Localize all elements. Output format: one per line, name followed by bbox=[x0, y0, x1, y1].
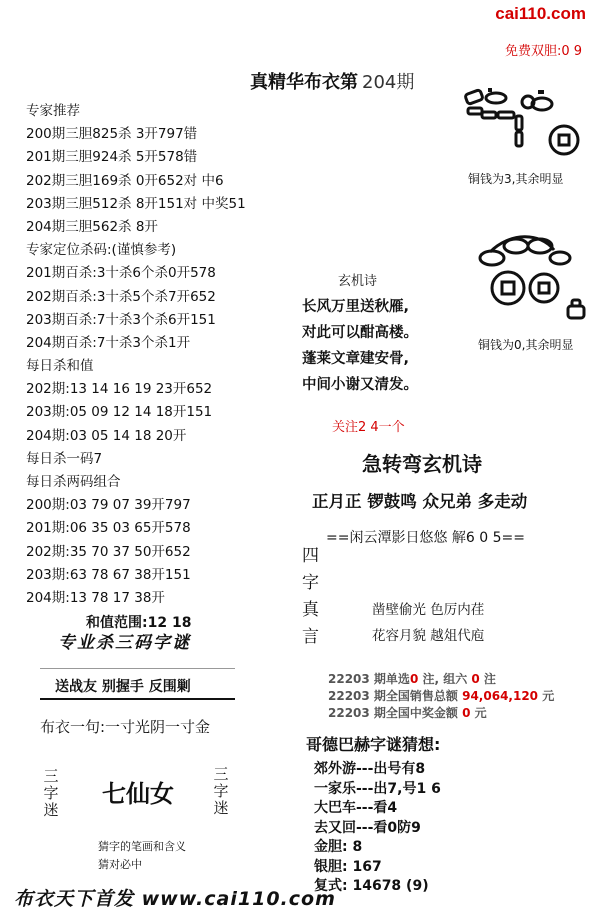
list-item: 202期:35 70 37 50开652 bbox=[26, 543, 191, 560]
list-item: 202期:13 14 16 19 23开652 bbox=[26, 381, 213, 398]
three-code-riddle-heading: 专业杀三码字谜 bbox=[58, 633, 191, 653]
list-item: 复式: 14678 (9) bbox=[314, 878, 429, 894]
coin-caption-2: 铜钱为0,其余明显 bbox=[478, 338, 574, 352]
fight-line: 送战友 别握手 反围剿 bbox=[55, 679, 191, 695]
list-item: 每日杀两码组合 bbox=[26, 474, 121, 490]
list-item: 203期百杀:7十杀3个杀6开151 bbox=[26, 311, 216, 328]
lottery-stat-row: 22203 期全国销售总额 94,064,120 元 bbox=[328, 689, 555, 703]
list-item: 专家定位杀码:(谨慎参考) bbox=[26, 242, 177, 259]
quick-poem-title: 急转弯玄机诗 bbox=[362, 452, 482, 476]
lottery-stat-row: 22203 期单选0 注, 组六 0 注 bbox=[328, 672, 496, 686]
coin-chain-illustration-1 bbox=[458, 86, 598, 172]
list-item: 郊外游---出号有8 bbox=[314, 761, 426, 777]
title-text: 真精华布衣第 bbox=[250, 72, 358, 93]
riddle-label-left: 三 字 迷 bbox=[43, 767, 59, 819]
list-item: 去又回---看0防9 bbox=[314, 819, 421, 836]
list-item: 200期三胆825杀 3开797错 bbox=[26, 126, 198, 143]
list-item: 204期三胆562杀 8开 bbox=[26, 218, 158, 235]
goldbach-riddle-list bbox=[314, 760, 441, 897]
expert-picks-list bbox=[26, 100, 316, 610]
list-item: 每日杀一码7 bbox=[26, 450, 103, 467]
lottery-stat-row: 22203 期全国中奖金额 0 元 bbox=[328, 706, 487, 720]
poem-line: 蓬莱文章建安骨, bbox=[302, 351, 410, 367]
list-item: 201期百杀:3十杀6个杀0开578 bbox=[26, 265, 216, 282]
footer-banner: 布衣天下首发 www.cai110.com bbox=[14, 888, 336, 910]
list-item: 203期三胆512杀 8开151对 中奖51 bbox=[26, 195, 246, 212]
free-double-pick: 免费双胆:0 9 bbox=[504, 44, 582, 59]
riddle-hint: 猜字的笔画和含义 bbox=[98, 840, 186, 853]
list-item: 201期三胆924杀 5开578错 bbox=[26, 149, 198, 166]
coin-chain-illustration-2 bbox=[470, 232, 598, 332]
list-item: 204期:03 05 14 18 20开 bbox=[26, 427, 187, 444]
list-item: 203期:05 09 12 14 18开151 bbox=[26, 404, 213, 421]
list-item: 专家推荐 bbox=[26, 103, 80, 119]
list-item: 大巴车---看4 bbox=[314, 800, 398, 816]
list-item: 200期:03 79 07 39开797 bbox=[26, 497, 191, 514]
list-item: 204期百杀:7十杀3个杀1开 bbox=[26, 334, 191, 351]
poem-line: 长风万里送秋雁, bbox=[302, 299, 410, 315]
list-item: 银胆: 167 bbox=[314, 858, 382, 875]
list-item: 一家乐---出7,号1 6 bbox=[314, 780, 441, 797]
list-item: 201期:06 35 03 65开578 bbox=[26, 520, 191, 537]
list-item: 203期:63 78 67 38开151 bbox=[26, 566, 191, 583]
four-char-truth-label: 四 字 真 言 bbox=[302, 546, 319, 647]
list-item: 204期:13 78 17 38开 bbox=[26, 589, 165, 606]
list-item: 202期三胆169杀 0开652对 中6 bbox=[26, 172, 224, 189]
poem-line: 中间小谢又清发。 bbox=[302, 377, 418, 393]
coin-caption-1: 铜钱为3,其余明显 bbox=[468, 172, 564, 186]
goldbach-riddle-title: 哥德巴赫字谜猜想: bbox=[306, 735, 441, 754]
riddle-label-right: 三 字 迷 bbox=[213, 765, 229, 817]
riddle-answer-word: 七仙女 bbox=[102, 780, 174, 808]
follow-note: 关注2 4一个 bbox=[332, 420, 405, 435]
mystery-poem bbox=[302, 294, 418, 398]
buyi-saying: 布衣一句:一寸光阴一寸金 bbox=[40, 718, 211, 736]
list-item: 202期百杀:3十杀5个杀7开652 bbox=[26, 288, 216, 305]
sum-range: 和值范围:12 18 bbox=[86, 615, 192, 631]
riddle-hint-2: 猜对必中 bbox=[98, 858, 142, 871]
poem-title: 玄机诗 bbox=[338, 274, 378, 289]
idle-cloud-line: ==闲云潭影日悠悠 解6 0 5== bbox=[326, 530, 525, 546]
site-logo: cai110.com bbox=[495, 4, 586, 23]
issue-number: 204期 bbox=[362, 72, 415, 93]
list-item: 金胆: 8 bbox=[314, 839, 363, 855]
idiom-line-2: 花容月貌 越俎代庖 bbox=[372, 628, 485, 644]
divider bbox=[40, 668, 235, 669]
idiom-line: 凿壁偷光 色厉内荏 bbox=[372, 602, 485, 618]
page-title bbox=[250, 68, 414, 94]
poem-line: 对此可以酣高楼。 bbox=[302, 325, 418, 341]
divider bbox=[40, 698, 235, 700]
month-line: 正月正 锣鼓鸣 众兄弟 多走动 bbox=[312, 492, 528, 511]
list-item: 每日杀和值 bbox=[26, 358, 94, 375]
